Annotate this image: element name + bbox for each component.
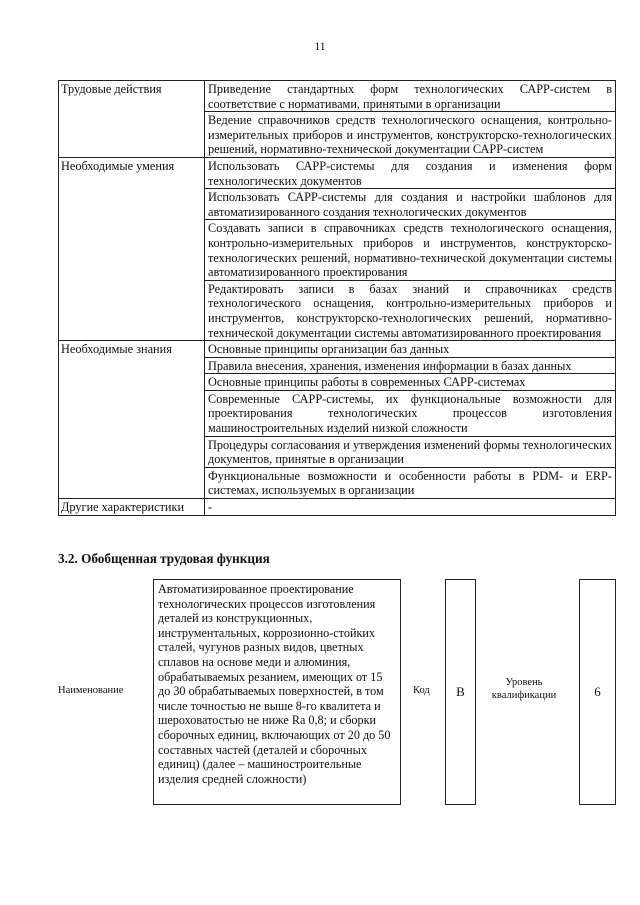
- table-row: [59, 157, 616, 188]
- table-cell: Современные САРР-системы, их функциональные возможности для проектирования технологических процессов изготовления машиностроительных изделий низкой сложности: [205, 390, 616, 436]
- code-label: Код: [413, 685, 430, 696]
- qualification-level-box: [579, 579, 616, 805]
- qualification-level-label: Уровень квалификации: [491, 677, 557, 701]
- table-cell: Функциональные возможности и особенности работы в PDM- и ERP-системах, используемых в организации: [205, 467, 616, 498]
- table-cell: Использовать САРР-системы для создания и настройки шаблонов для автоматизированного создания технологических документов: [205, 189, 616, 220]
- table-row: [59, 81, 616, 112]
- row-label-required-knowledge: Необходимые знания: [59, 341, 205, 499]
- table-cell: -: [205, 499, 616, 516]
- code-value: В: [456, 684, 465, 699]
- table-cell: Основные принципы организации баз данных: [205, 341, 616, 358]
- table-row: [59, 341, 616, 358]
- page-number: 11: [314, 41, 326, 53]
- labor-functions-table: [58, 80, 616, 516]
- table-cell: Использовать САРР-системы для создания и изменения форм технологических документов: [205, 157, 616, 188]
- table-row: [59, 499, 616, 516]
- row-label-other-characteristics: Другие характеристики: [59, 499, 205, 516]
- qualification-level-value: 6: [594, 684, 601, 699]
- table-cell: Редактировать записи в базах знаний и справочниках средств технологического оснащения, контрольно-измерительных приборов и инструментов, конструкторско-технологических решений, нормативно-технической документации системы автоматизированного проектирования: [205, 280, 616, 340]
- name-value-box: Автоматизированное проектирование технологических процессов изготовления деталей из конструкционных, инструментальных, коррозионно-стойких сталей, чугунов разных видов, цветных сплавов на основе меди и алюминия, обрабатываемых резанием, имеющих от 15 до 30 обрабатываемых поверхностей, в том числе точностью не выше 8-го квалитета и шероховатостью не ниже Ra 0,8; и сборки сборочных единиц, включающих от 20 до 50 составных частей (деталей и сборочных единиц) (далее – машиностроительные изделия средней сложности): [153, 579, 401, 805]
- table-cell: Создавать записи в справочниках средств технологического оснащения, контрольно-измерительных приборов и инструментов, конструкторско-технологических решений, нормативно-технической документации системы автоматизированного проектирования: [205, 220, 616, 280]
- table-cell: Процедуры согласования и утверждения изменений формы технологических документов, принятые в организации: [205, 436, 616, 467]
- name-label: Наименование: [58, 685, 124, 696]
- table-cell: Приведение стандартных форм технологических САРР-систем в соответствие с нормативами, принятыми в организации: [205, 81, 616, 112]
- row-label-required-skills: Необходимые умения: [59, 157, 205, 340]
- generalized-function-row: [0, 579, 640, 805]
- table-cell: Правила внесения, хранения, изменения информации в базах данных: [205, 357, 616, 374]
- table-cell: Ведение справочников средств технологического оснащения, контрольно-измерительных приборов и инструментов, конструкторско-технологических решений, нормативно-технической документации САРР-систем: [205, 112, 616, 158]
- code-value-box: [445, 579, 476, 805]
- table-cell: Основные принципы работы в современных САРР-системах: [205, 374, 616, 391]
- section-heading: 3.2. Обобщенная трудовая функция: [58, 551, 270, 566]
- row-label-labor-actions: Трудовые действия: [59, 81, 205, 158]
